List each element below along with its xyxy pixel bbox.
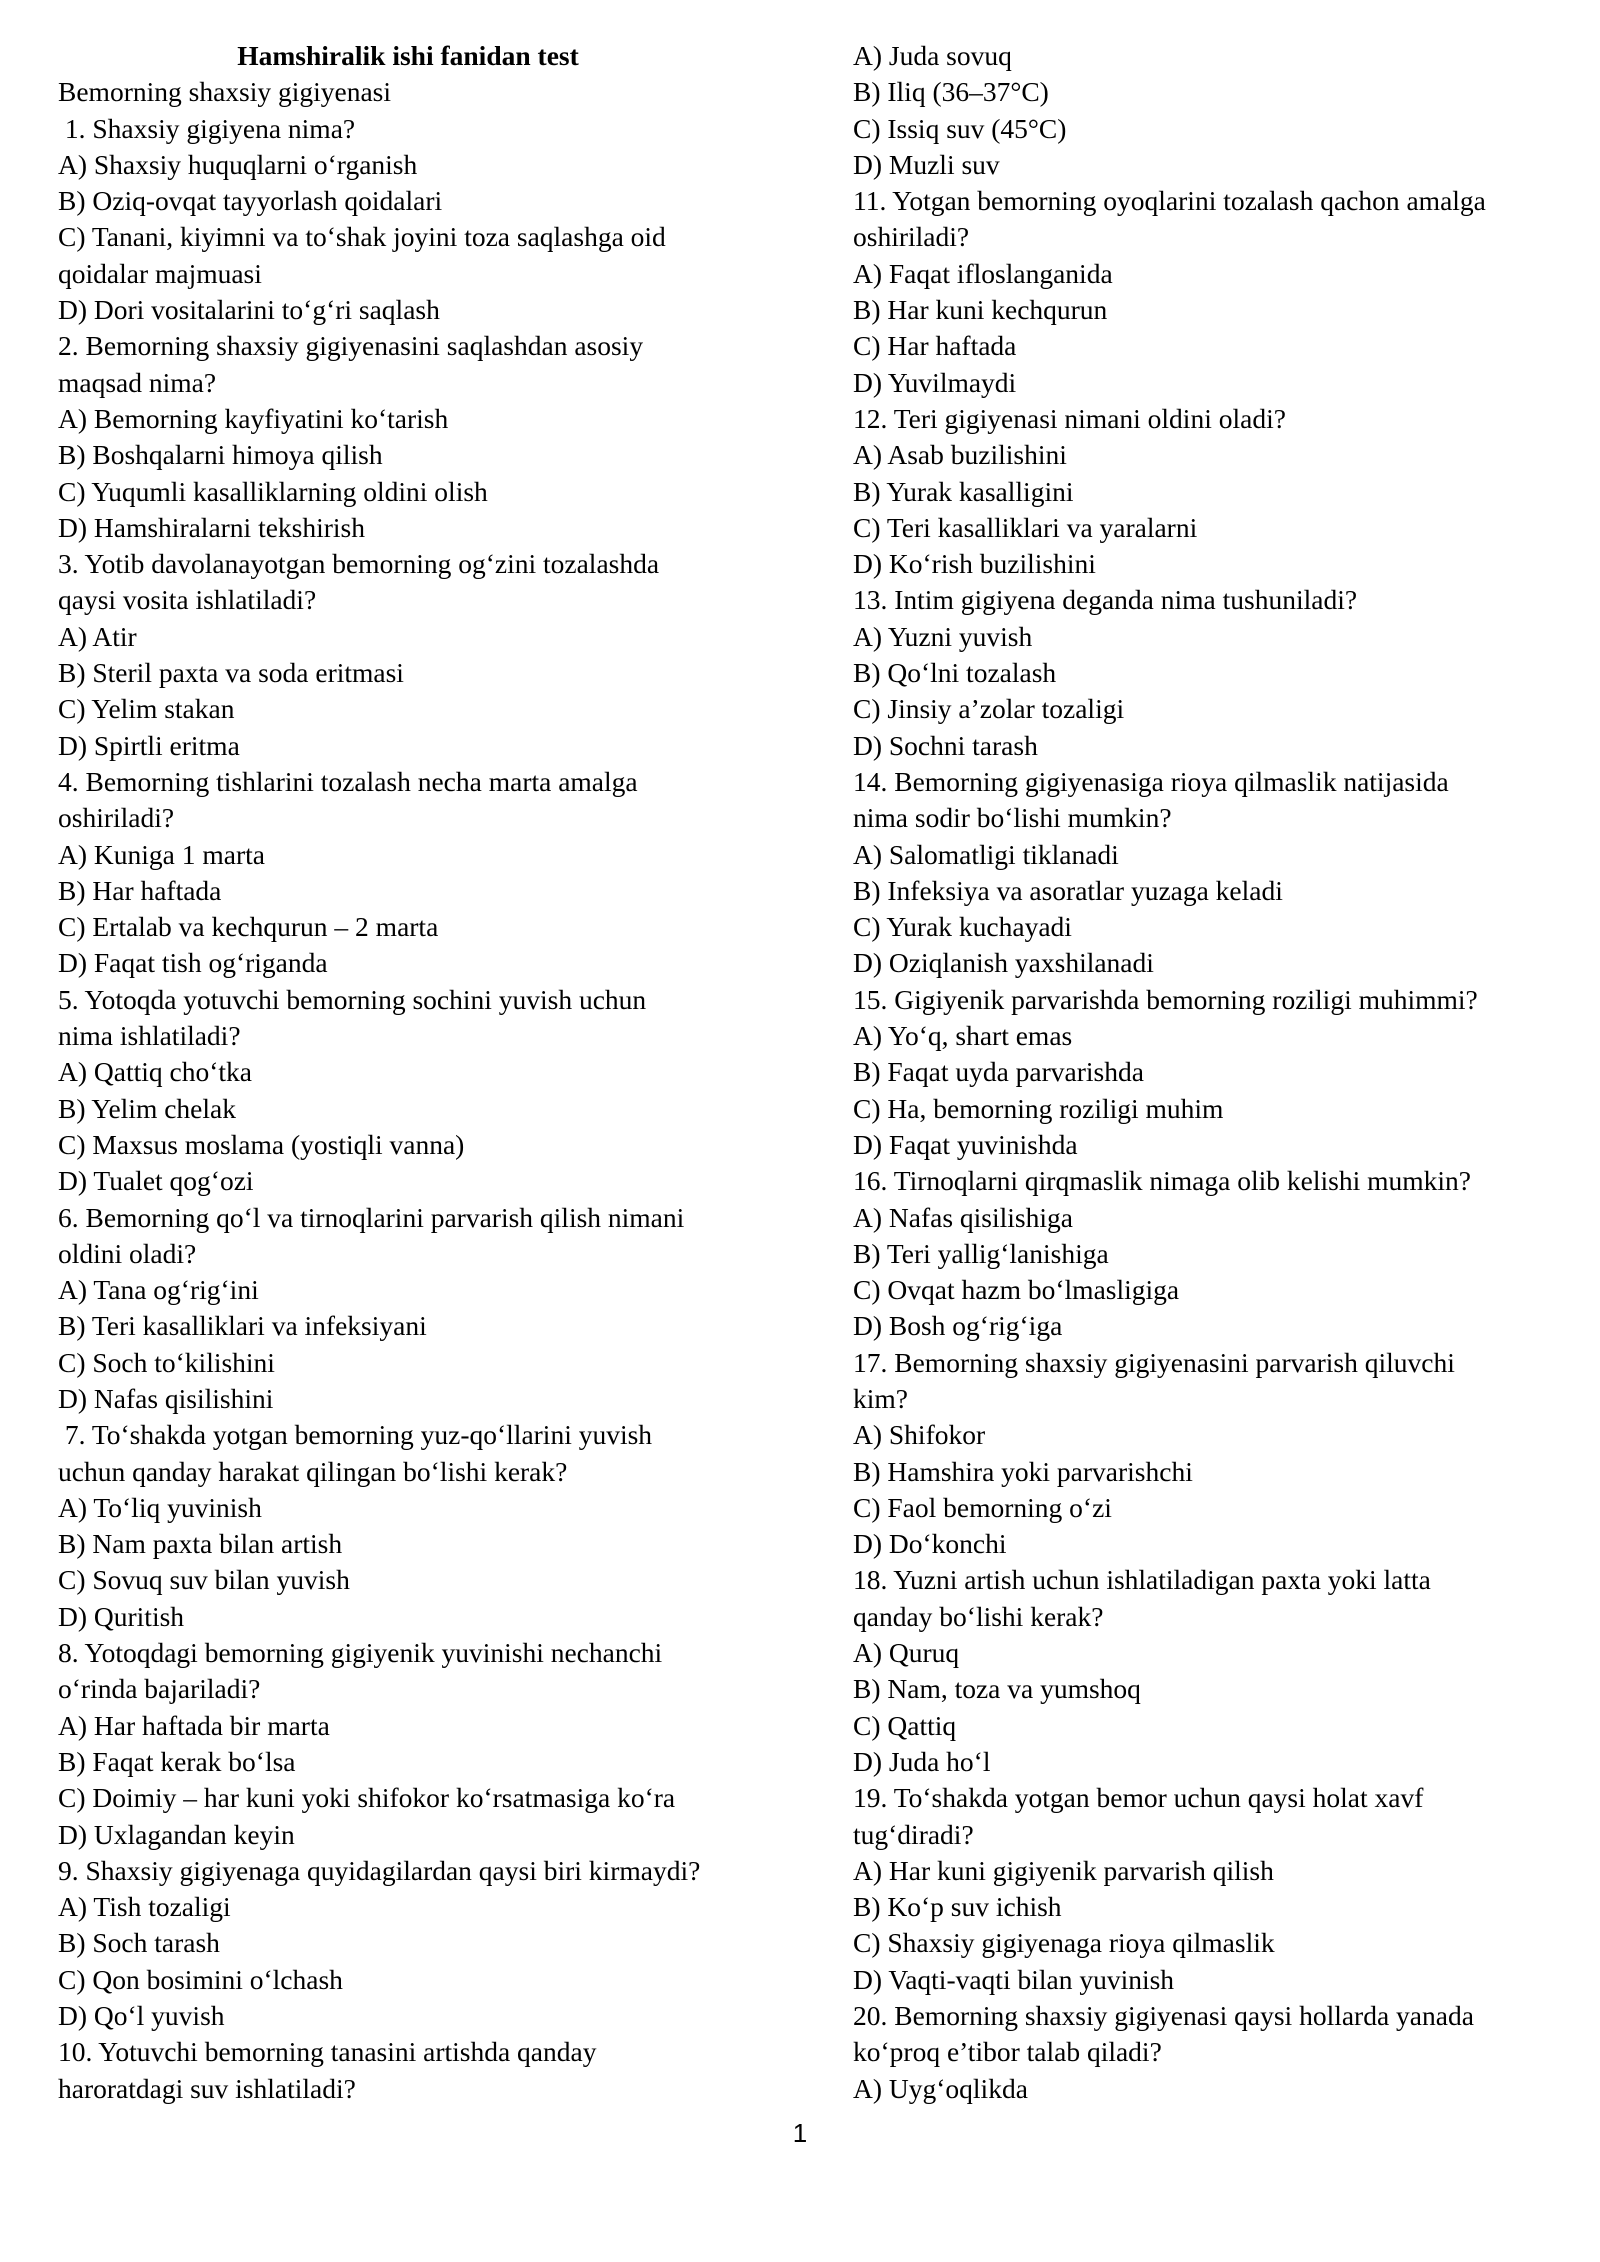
- text-line: 7. To‘shakda yotgan bemorning yuz-qo‘llarini yuvish: [58, 1419, 653, 1451]
- text-line: B) Har haftada: [58, 874, 222, 906]
- text-line: B) Steril paxta va soda eritmasi: [58, 657, 404, 689]
- text-line: C) Maxsus moslama (yostiqli vanna): [58, 1128, 465, 1160]
- text-line: D) Spirtli eritma: [58, 729, 240, 761]
- text-line: 18. Yuzni artish uchun ishlatiladigan paxta yoki latta: [853, 1564, 1431, 1596]
- text-line: B) Ko‘p suv ichish: [853, 1891, 1062, 1923]
- text-line: B) Har kuni kechqurun: [853, 294, 1108, 326]
- text-line: 4. Bemorning tishlarini tozalash necha marta amalga: [58, 765, 638, 797]
- text-line: ko‘proq e’tibor talab qiladi?: [853, 2036, 1162, 2068]
- text-line: A) To‘liq yuvinish: [58, 1491, 262, 1523]
- text-line: B) Yurak kasalligini: [853, 475, 1074, 507]
- text-line: C) Shaxsiy gigiyenaga rioya qilmaslik: [853, 1927, 1275, 1959]
- text-line: D) Juda ho‘l: [853, 1745, 991, 1777]
- text-line: A) Shifokor: [853, 1419, 986, 1451]
- text-line: 13. Intim gigiyena deganda nima tushuniladi?: [853, 584, 1358, 616]
- text-line: B) Teri yallig‘lanishiga: [853, 1237, 1109, 1269]
- text-line: A) Tish tozaligi: [58, 1891, 231, 1923]
- text-line: 14. Bemorning gigiyenasiga rioya qilmaslik natijasida: [853, 765, 1449, 797]
- text-line: D) Nafas qisilishini: [58, 1382, 274, 1414]
- text-line: A) Nafas qisilishiga: [853, 1201, 1073, 1233]
- text-line: C) Soch to‘kilishini: [58, 1346, 275, 1378]
- text-line: 6. Bemorning qo‘l va tirnoqlarini parvarish qilish nimani: [58, 1201, 685, 1233]
- text-line: A) Bemorning kayfiyatini ko‘tarish: [58, 402, 449, 434]
- text-line: C) Har haftada: [853, 330, 1017, 362]
- text-line: tug‘diradi?: [853, 1818, 974, 1850]
- text-line: qoidalar majmuasi: [58, 257, 262, 289]
- text-line: A) Shaxsiy huquqlarni o‘rganish: [58, 148, 418, 180]
- text-line: D) Faqat yuvinishda: [853, 1128, 1078, 1160]
- text-line: B) Soch tarash: [58, 1927, 220, 1959]
- text-line: A) Tana og‘rig‘ini: [58, 1274, 259, 1306]
- text-line: D) Muzli suv: [853, 148, 1000, 180]
- text-line: D) Bosh og‘rig‘iga: [853, 1310, 1063, 1342]
- text-line: 15. Gigiyenik parvarishda bemorning roziligi muhimmi?: [853, 983, 1478, 1015]
- text-line: A) Juda sovuq: [853, 40, 1012, 71]
- text-line: oshiriladi?: [58, 802, 175, 834]
- document-title: Hamshiralik ishi fanidan test: [237, 40, 579, 71]
- text-line: nima sodir bo‘lishi mumkin?: [853, 802, 1172, 834]
- text-line: C) Faol bemorning o‘zi: [853, 1491, 1112, 1523]
- text-line: B) Oziq-ovqat tayyorlash qoidalari: [58, 185, 443, 217]
- text-line: C) Yuqumli kasalliklarning oldini olish: [58, 475, 488, 507]
- text-line: A) Quruq: [853, 1637, 960, 1669]
- text-line: B) Infeksiya va asoratlar yuzaga keladi: [853, 874, 1283, 906]
- text-line: D) Qo‘l yuvish: [58, 2000, 225, 2032]
- text-line: A) Har kuni gigiyenik parvarish qilish: [853, 1854, 1274, 1886]
- text-line: D) Oziqlanish yaxshilanadi: [853, 947, 1154, 979]
- text-line: C) Doimiy – har kuni yoki shifokor ko‘rsatmasiga ko‘ra: [58, 1782, 676, 1814]
- text-line: C) Qattiq: [853, 1709, 957, 1741]
- text-line: A) Yuzni yuvish: [853, 620, 1033, 652]
- text-line: oshiriladi?: [853, 221, 970, 253]
- text-line: C) Jinsiy a’zolar tozaligi: [853, 693, 1125, 725]
- text-line: D) Vaqti-vaqti bilan yuvinish: [853, 1963, 1175, 1995]
- text-line: D) Yuvilmaydi: [853, 366, 1017, 398]
- text-line: A) Uyg‘oqlikda: [853, 2072, 1028, 2104]
- left-text-lines: [58, 111, 798, 2107]
- text-line: D) Faqat tish og‘riganda: [58, 947, 328, 979]
- text-line: kim?: [853, 1382, 908, 1414]
- text-line: B) Faqat uyda parvarishda: [853, 1056, 1144, 1088]
- page-number: 1: [792, 2118, 808, 2148]
- text-line: A) Asab buzilishini: [853, 439, 1067, 471]
- text-line: C) Qon bosimini o‘lchash: [58, 1963, 343, 1995]
- text-line: B) Nam paxta bilan artish: [58, 1528, 343, 1560]
- text-line: qaysi vosita ishlatiladi?: [58, 584, 317, 616]
- text-line: A) Kuniga 1 marta: [58, 838, 265, 870]
- text-line: D) Tualet qog‘ozi: [58, 1165, 254, 1197]
- text-line: 1. Shaxsiy gigiyena nima?: [58, 112, 356, 144]
- text-line: C) Tanani, kiyimni va to‘shak joyini toza saqlashga oid: [58, 221, 666, 253]
- text-line: B) Teri kasalliklari va infeksiyani: [58, 1310, 427, 1342]
- text-line: A) Faqat ifloslanganida: [853, 257, 1113, 289]
- text-line: D) Dori vositalarini to‘g‘ri saqlash: [58, 294, 440, 326]
- text-line: 12. Teri gigiyenasi nimani oldini oladi?: [853, 402, 1286, 434]
- text-line: C) Issiq suv (45°C): [853, 112, 1067, 144]
- text-line: A) Yo‘q, shart emas: [853, 1020, 1073, 1052]
- text-line: B) Boshqalarni himoya qilish: [58, 439, 383, 471]
- text-line: uchun qanday harakat qilingan bo‘lishi kerak?: [58, 1455, 568, 1487]
- text-line: 3. Yotib davolanayotgan bemorning og‘zini tozalashda: [58, 548, 660, 580]
- text-line: D) Hamshiralarni tekshirish: [58, 511, 366, 543]
- left-column: [58, 38, 798, 2107]
- text-line: D) Quritish: [58, 1600, 185, 1632]
- text-line: C) Teri kasalliklari va yaralarni: [853, 511, 1198, 543]
- text-line: A) Har haftada bir marta: [58, 1709, 330, 1741]
- text-line: D) Do‘konchi: [853, 1528, 1007, 1560]
- right-text-lines: [853, 38, 1553, 2107]
- text-line: haroratdagi suv ishlatiladi?: [58, 2072, 356, 2104]
- text-line: 20. Bemorning shaxsiy gigiyenasi qaysi hollarda yanada: [853, 2000, 1474, 2032]
- text-line: 5. Yotoqda yotuvchi bemorning sochini yuvish uchun: [58, 983, 647, 1015]
- text-line: 9. Shaxsiy gigiyenaga quyidagilardan qaysi biri kirmaydi?: [58, 1854, 701, 1886]
- text-line: o‘rinda bajariladi?: [58, 1673, 261, 1705]
- text-line: B) Qo‘lni tozalash: [853, 657, 1057, 689]
- text-line: D) Uxlagandan keyin: [58, 1818, 295, 1850]
- text-line: C) Ovqat hazm bo‘lmasligiga: [853, 1274, 1180, 1306]
- text-line: 16. Tirnoqlarni qirqmaslik nimaga olib kelishi mumkin?: [853, 1165, 1471, 1197]
- text-line: nima ishlatiladi?: [58, 1020, 241, 1052]
- text-line: oldini oladi?: [58, 1237, 197, 1269]
- text-line: 11. Yotgan bemorning oyoqlarini tozalash qachon amalga: [853, 185, 1486, 217]
- text-line: D) Ko‘rish buzilishini: [853, 548, 1096, 580]
- section-heading: Bemorning shaxsiy gigiyenasi: [58, 76, 392, 108]
- text-line: 2. Bemorning shaxsiy gigiyenasini saqlashdan asosiy: [58, 330, 644, 362]
- text-line: 17. Bemorning shaxsiy gigiyenasini parvarish qiluvchi: [853, 1346, 1455, 1378]
- text-line: A) Salomatligi tiklanadi: [853, 838, 1119, 870]
- right-column: [853, 38, 1553, 2107]
- text-line: C) Ha, bemorning roziligi muhim: [853, 1092, 1224, 1124]
- text-line: B) Nam, toza va yumshoq: [853, 1673, 1141, 1705]
- text-line: A) Qattiq cho‘tka: [58, 1056, 252, 1088]
- text-line: B) Yelim chelak: [58, 1092, 236, 1124]
- text-line: 8. Yotoqdagi bemorning gigiyenik yuvinishi nechanchi: [58, 1637, 663, 1669]
- text-line: B) Iliq (36–37°C): [853, 76, 1049, 108]
- text-line: A) Atir: [58, 620, 137, 652]
- text-line: C) Yurak kuchayadi: [853, 911, 1072, 943]
- text-line: qanday bo‘lishi kerak?: [853, 1600, 1104, 1632]
- text-line: B) Faqat kerak bo‘lsa: [58, 1745, 296, 1777]
- text-line: C) Yelim stakan: [58, 693, 235, 725]
- text-line: D) Sochni tarash: [853, 729, 1038, 761]
- text-line: B) Hamshira yoki parvarishchi: [853, 1455, 1193, 1487]
- text-line: C) Sovuq suv bilan yuvish: [58, 1564, 350, 1596]
- text-line: maqsad nima?: [58, 366, 217, 398]
- text-line: 10. Yotuvchi bemorning tanasini artishda qanday: [58, 2036, 597, 2068]
- text-line: C) Ertalab va kechqurun – 2 marta: [58, 911, 439, 943]
- text-line: 19. To‘shakda yotgan bemor uchun qaysi holat xavf: [853, 1782, 1424, 1814]
